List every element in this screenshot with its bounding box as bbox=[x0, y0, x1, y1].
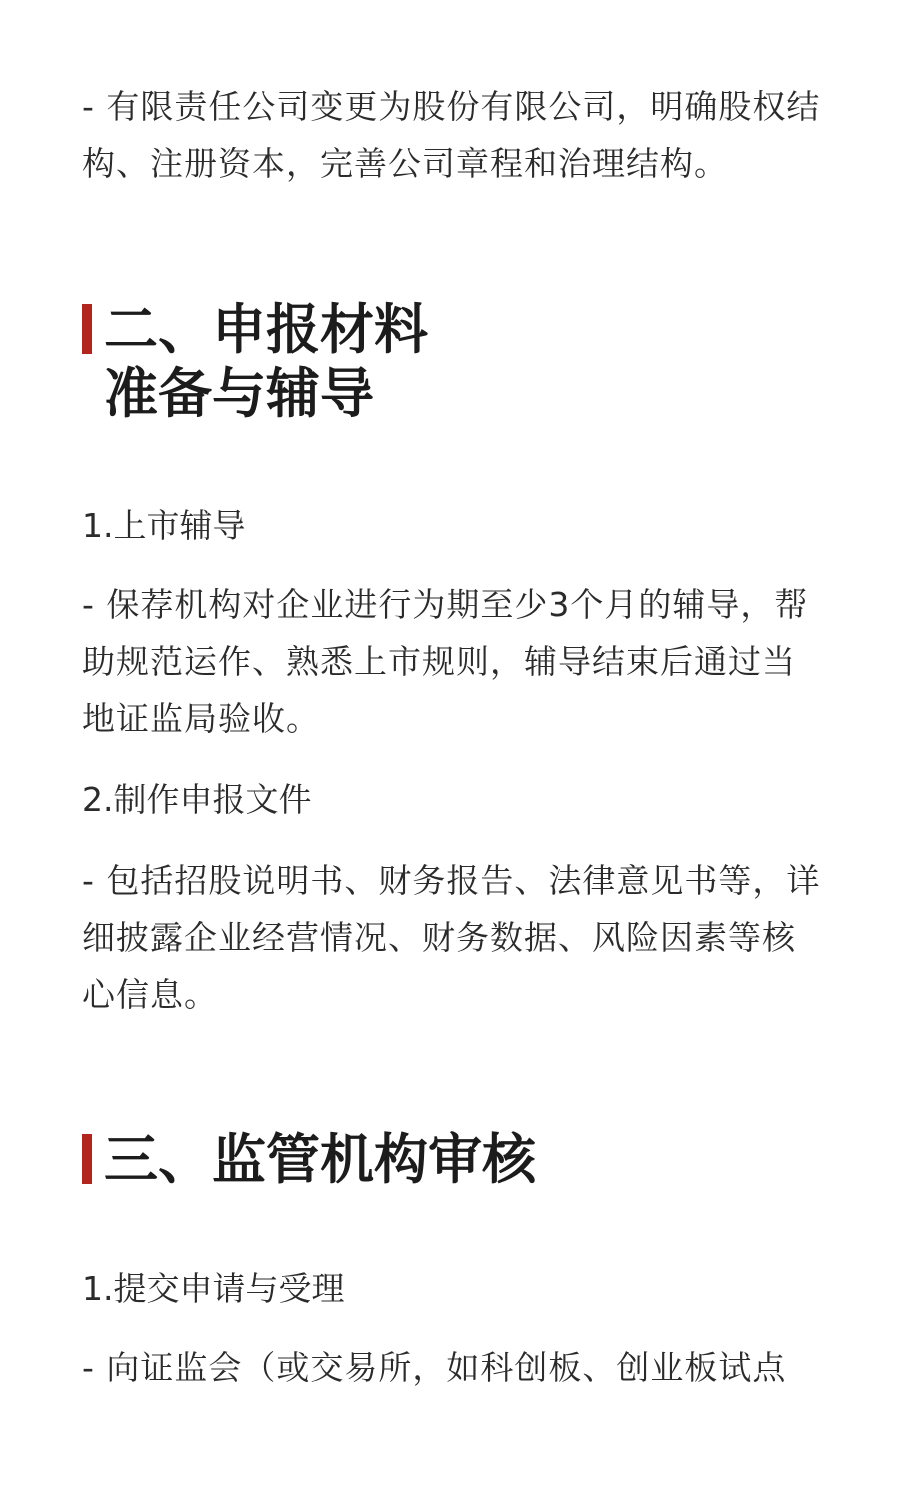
section-accent-bar bbox=[82, 304, 92, 354]
section-3-item-1-heading: 1.提交申请与受理 bbox=[82, 1269, 345, 1308]
section-2-title: 二、申报材料 准备与辅导 bbox=[104, 298, 428, 425]
intro-bullet-paragraph: - 有限责任公司变更为股份有限公司，明确股权结构、注册资本，完善公司章程和治理结构。 bbox=[82, 87, 821, 183]
section-3-heading bbox=[82, 1128, 822, 1192]
section-3-item-1-bullet: - 向证监会（或交易所，如科创板、创业板试点 bbox=[82, 1348, 787, 1387]
section-2-item-1-bullet: - 保荐机构对企业进行为期至少3个月的辅导，帮助规范运作、熟悉上市规则，辅导结束后通过当地证监局验收。 bbox=[82, 585, 809, 738]
section-accent-bar bbox=[82, 1134, 92, 1184]
section-2-item-1-heading: 1.上市辅导 bbox=[82, 506, 246, 545]
section-2-item-2-bullet: - 包括招股说明书、财务报告、法律意见书等，详细披露企业经营情况、财务数据、风险因素等核心信息。 bbox=[82, 861, 821, 1014]
section-2-heading bbox=[82, 298, 822, 426]
section-3-title: 三、监管机构审核 bbox=[104, 1128, 536, 1191]
section-2-item-2-heading: 2.制作申报文件 bbox=[82, 780, 312, 819]
